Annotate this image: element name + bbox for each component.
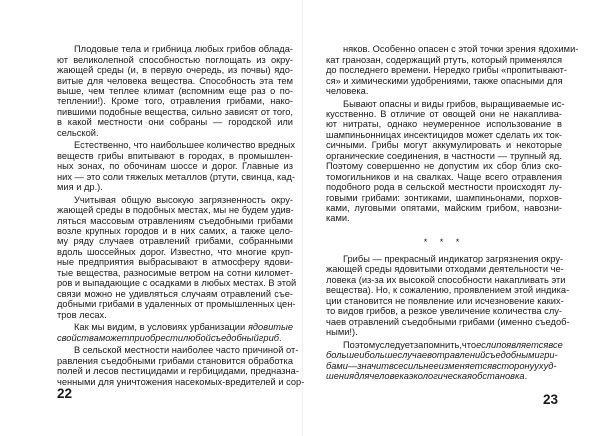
- text-line: [326, 213, 562, 223]
- italic-text: шениядлячеловекаэкологическаяобстановка: [326, 371, 525, 381]
- text: выше, чем теплее климат (вспомним еще раз о по-: [57, 85, 293, 96]
- italic-text: большеибольшеслучаевотравленийсъедобнымигри-: [326, 350, 558, 361]
- text-line: [57, 44, 293, 54]
- text: органические соединения, в частности — трупный яд.: [326, 150, 562, 161]
- text-line: [57, 236, 293, 246]
- text-line: [57, 226, 293, 236]
- text-line: [57, 151, 293, 161]
- text: связи можно не удивляться случаям отравлений съе-: [57, 288, 293, 299]
- text-line: [57, 247, 293, 257]
- text-line: [57, 182, 293, 192]
- right-paragraphs-after: [326, 254, 570, 381]
- text: веществ грибы впитывают в городах, в промышлен-: [57, 150, 293, 161]
- text-line: [326, 296, 562, 306]
- text: ют великолепной способностью поглощать из окру-: [57, 54, 293, 65]
- text: .: [278, 332, 282, 343]
- paragraph: [326, 340, 562, 382]
- text-line: [326, 193, 562, 203]
- text-line: [57, 205, 293, 215]
- text: Поэтомуследуетзапомнить,что: [343, 339, 477, 350]
- text-line: [57, 140, 296, 151]
- text-line: [57, 161, 293, 171]
- paragraph: [326, 98, 565, 224]
- text-line: [326, 44, 579, 55]
- section-separator: * * *: [423, 236, 465, 247]
- text: жающей среды (и, в первую очередь, из почвы) ядо-: [57, 65, 293, 76]
- paragraph: [57, 345, 305, 387]
- text-line: [57, 356, 293, 366]
- text-line: [326, 371, 562, 381]
- text-line: [57, 172, 293, 182]
- italic-text: бами—значитвсесильнееизменяетсявсторонуухуд-: [326, 360, 557, 371]
- text-line: [57, 96, 293, 106]
- text-line: [326, 264, 562, 274]
- text: в какой местности они собраны — городской или: [57, 117, 293, 128]
- text: полей и лесов пестицидами и гербицидами, предназна-: [57, 366, 299, 377]
- paragraph: [57, 140, 296, 193]
- text-line: [57, 299, 296, 310]
- right-page-text: [326, 42, 579, 381]
- italic-text: свойстваможетприобрестилюбойсъедобныйгриб: [57, 332, 279, 343]
- text: ся» и химическими удобрениями, также опасными для: [326, 75, 563, 86]
- text: Грибы — прекрасный индикатор загрязнения окру-: [343, 254, 564, 264]
- text-line: [326, 98, 565, 109]
- text: теплении!). Кроме того, отравления грибами, нако-: [57, 96, 293, 107]
- text-line: [57, 333, 293, 343]
- text-line: [326, 76, 562, 86]
- text-line: [326, 306, 562, 316]
- text-line: [326, 86, 562, 96]
- text: кат гранозан, содержащий ртуть, который применялся: [326, 54, 562, 65]
- text-line: [57, 195, 293, 205]
- text-line: [57, 86, 293, 96]
- text: ляться массовым отравлениям съедобными грибами: [57, 215, 293, 226]
- italic-text: ядовитые: [247, 322, 293, 333]
- text-line: [326, 340, 562, 350]
- text-line: [57, 366, 299, 377]
- text: возле крупных городов и в них самих, а также цело-: [57, 226, 293, 236]
- italic-text: еслипоявляетсявсе: [476, 339, 563, 350]
- text-line: [326, 316, 570, 327]
- text: Учитывая общую высокую загрязненность окру-: [74, 194, 293, 205]
- text: кусственно. В отличие от овощей они не накаплива-: [326, 109, 562, 119]
- text: .: [524, 371, 528, 381]
- text: сельской.: [57, 127, 99, 138]
- text: тые вещества, разносимые ветром на сотни километ-: [57, 267, 293, 278]
- paragraph: [326, 44, 579, 96]
- text-line: [326, 65, 567, 76]
- text-line: [57, 107, 293, 117]
- text-line: [326, 130, 562, 140]
- text-line: [57, 65, 293, 75]
- text: Бывают опасны и виды грибов, выращиваемые ис-: [343, 98, 565, 109]
- text: ными!).: [326, 327, 358, 338]
- text-line: [57, 268, 293, 278]
- text-line: [326, 55, 562, 65]
- text: няков. Особенно опасен с этой точки зрения ядохими-: [343, 44, 579, 55]
- text: ками.: [326, 213, 350, 224]
- text: человека.: [326, 85, 369, 96]
- text: вещества). Но, к сожалению, проявлением этой индика-: [326, 285, 570, 296]
- right-paragraphs-before: [326, 44, 579, 224]
- text-line: [326, 203, 562, 213]
- text: ные предприятия выбрасывают в атмосферу ядови-: [57, 257, 293, 268]
- text-line: [57, 216, 293, 226]
- text: равления съедобными грибами становится обработка: [57, 355, 293, 366]
- text: Плодовые тела и грибница любых грибов облада-: [74, 44, 293, 55]
- text: му ряду случаев отравлений грибами, собранными: [57, 236, 293, 247]
- text-line: [326, 172, 562, 182]
- text: мия и др.).: [57, 182, 103, 193]
- text-line: [326, 119, 562, 129]
- paragraph: [57, 194, 297, 320]
- left-page-text: [57, 42, 305, 387]
- text: говыми грибами: зонтиками, шампиньонами, порхов-: [326, 192, 562, 203]
- paragraph: [57, 322, 293, 343]
- text-line: [326, 151, 562, 161]
- text-line: [57, 55, 293, 65]
- paragraph: [57, 44, 293, 138]
- text: жающей среды в подобных местах, мы не будем удив-: [57, 205, 294, 216]
- text-line: [57, 76, 293, 86]
- text-line: [57, 117, 293, 127]
- text-line: [57, 310, 293, 320]
- text: ют нитраты, однако неумеренное использование в: [326, 119, 562, 130]
- text: витые для человека вещества. Способность эта тем: [57, 75, 293, 86]
- text-line: [326, 182, 562, 192]
- text-line: [326, 109, 562, 119]
- text: Естественно, что наибольшее количество вредных: [74, 140, 296, 151]
- text: тров лесах.: [57, 309, 107, 320]
- text-line: [57, 278, 297, 289]
- text: до последнего времени. Нередко грибы «пропитывают-: [326, 65, 567, 76]
- text: подобного рода в сельской местности происходят лу-: [326, 182, 562, 193]
- text-line: [57, 289, 293, 299]
- text: ров и выпадающие с осадками в любых местах. В этой: [57, 278, 297, 289]
- text-line: [57, 128, 293, 138]
- text-line: [326, 350, 562, 360]
- text: ками, луговыми опятами, майским грибом, навозни-: [326, 202, 562, 213]
- text: ловека (из-за их высокой способности накапливать эти: [326, 274, 566, 285]
- text: пившими подобные вещества, сильно зависят от того,: [57, 106, 293, 117]
- text: В сельской местности наиболее часто причиной от-: [74, 345, 299, 356]
- text: жающей среды ядовитыми отходами деятельности че-: [326, 264, 564, 275]
- text-line: [57, 322, 293, 332]
- text: томогильников и на свалках. Чаще всего отравления: [326, 171, 562, 182]
- text: сичными. Грибы могут аккумулировать и некоторые: [326, 140, 562, 151]
- text: то видов грибов, а резкое увеличение количества слу-: [326, 306, 562, 317]
- text: ченными для уничтожения насекомых-вредителей и сор-: [57, 376, 305, 387]
- text: Как мы видим, в условиях урбанизации: [74, 322, 248, 333]
- text-line: [57, 345, 299, 356]
- text: ных зонах, по обочинам шоссе и дорог. Главные из: [57, 161, 293, 172]
- text-line: [326, 274, 566, 285]
- text: чаев отравлений съедобными грибами (именно съедоб-: [326, 316, 570, 327]
- text-line: [326, 327, 562, 337]
- text-line: [326, 254, 562, 264]
- text-line: [326, 161, 562, 171]
- text-line: [57, 257, 293, 267]
- book-spine: [302, 0, 303, 436]
- text-line: [326, 140, 562, 150]
- text: вдоль шоссейных дорог. Известно, что многие круп-: [57, 246, 293, 257]
- page-number-right: 23: [543, 392, 559, 407]
- text: шампиньонницах инсектицидов может сделать их ток-: [326, 129, 562, 140]
- text: них — это соли тяжелых металлов (ртути, свинца, кад-: [57, 171, 295, 182]
- text-line: [326, 285, 570, 296]
- text: ции становится не появление или исчезновение каких-: [326, 295, 564, 306]
- text-line: [57, 376, 305, 387]
- paragraph: [326, 254, 570, 338]
- text-line: [326, 361, 562, 371]
- text: добными грибами в удаленных от промышленных цен-: [57, 299, 296, 310]
- text: Поэтому совершенно не допустим их сбор близ ско-: [326, 161, 562, 172]
- page-number-left: 22: [57, 386, 73, 401]
